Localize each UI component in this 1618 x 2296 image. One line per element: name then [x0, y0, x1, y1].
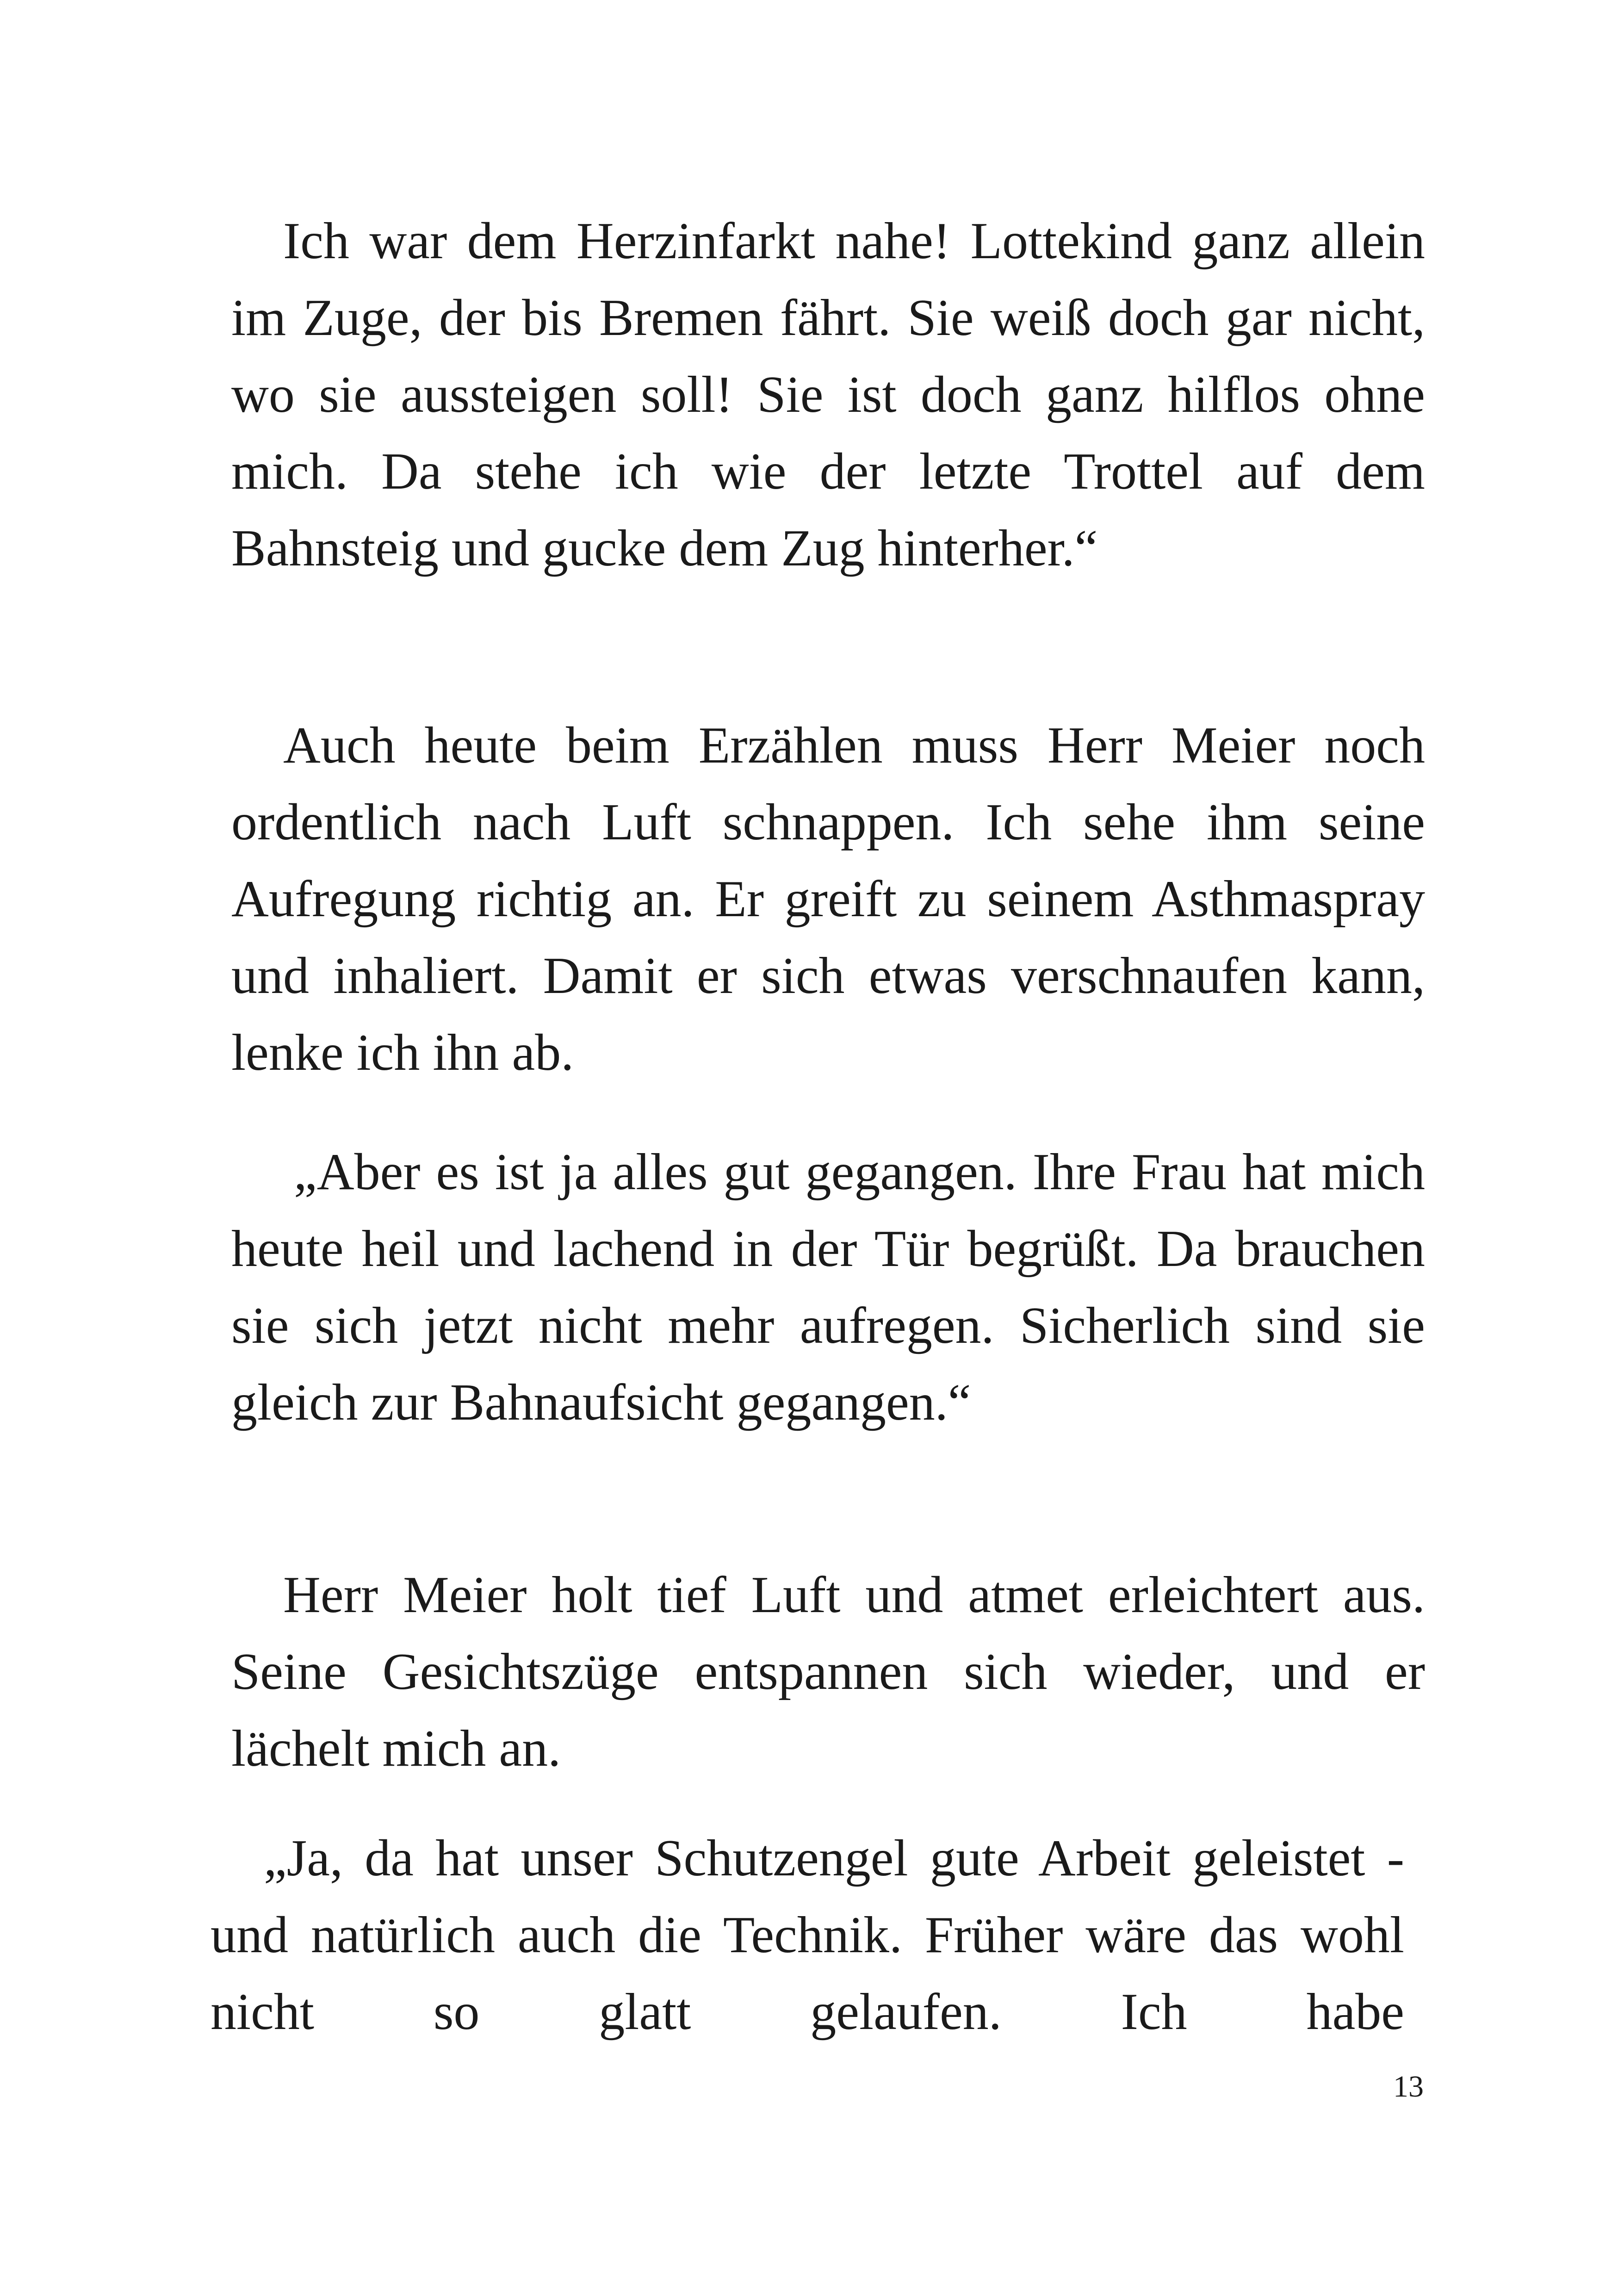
paragraph-5: „Ja, da hat unser Schutzengel gute Arbeit geleistet - und natürlich auch die Technik. Früher wäre das wohl nicht so glatt gelaufen. Ich habe — [211, 1830, 1404, 2041]
paragraph-2: Auch heute beim Erzählen muss Herr Meier noch ordentlich nach Luft schnappen. Ich sehe ihm seine Aufregung richtig an. Er greift zu seinem Asthmaspray und inhaliert. Damit er sich etwas verschnaufen kann, lenke ich ihn ab. — [231, 717, 1425, 1081]
paragraph-4: Herr Meier holt tief Luft und atmet erleichtert aus. Seine Gesichtszüge entspannen sich wieder, und er lächelt mich an. — [231, 1566, 1425, 1777]
page-number: 13 — [1393, 2070, 1424, 2104]
paragraph-1: Ich war dem Herzinfarkt nahe! Lottekind ganz allein im Zuge, der bis Bremen fährt. Sie weiß doch gar nicht, wo sie aussteigen soll! Sie ist doch ganz hilflos ohne mich. Da stehe ich wie der letzte Trottel auf dem Bahnsteig und gucke dem Zug hinterher.“ — [231, 212, 1425, 577]
paragraph-3: „Aber es ist ja alles gut gegangen. Ihre Frau hat mich heute heil und lachend in der Tür begrüßt. Da brauchen sie sich jetzt nicht mehr aufregen. Sicherlich sind sie gleich zur Bahnaufsicht gegangen.“ — [231, 1143, 1425, 1431]
